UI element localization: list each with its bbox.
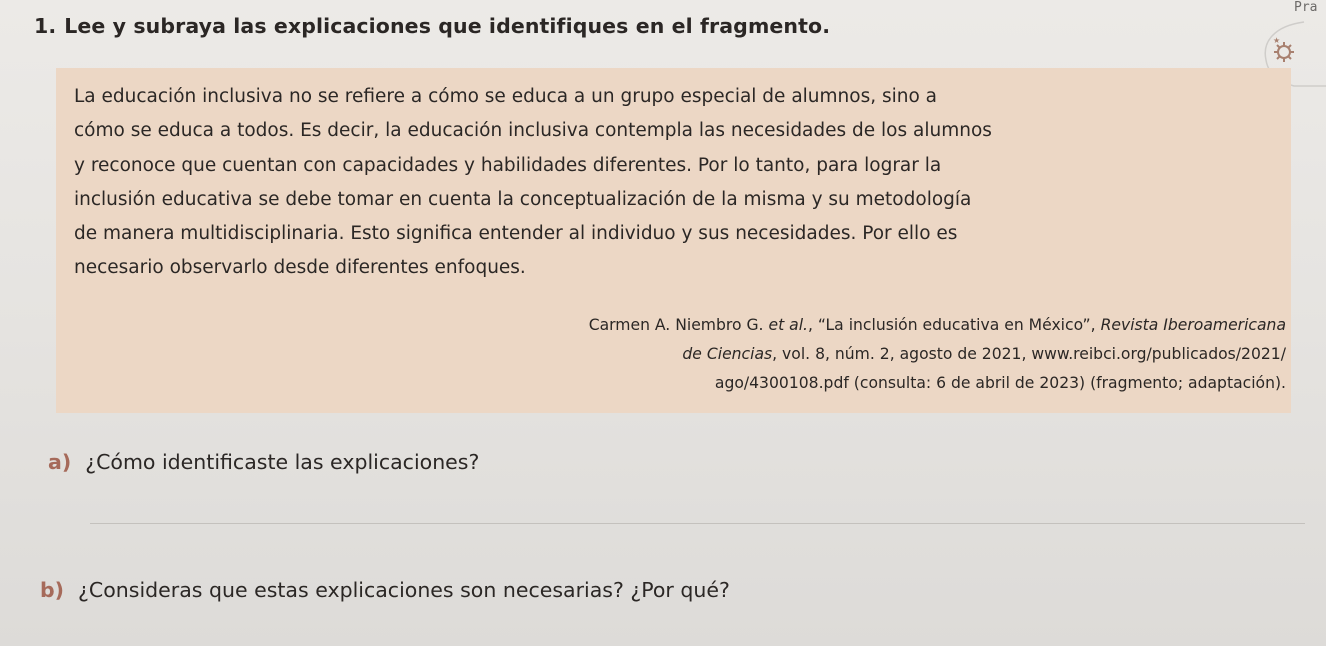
question-b-letter: b)	[40, 578, 65, 602]
citation-volume: , vol. 8, núm. 2, agosto de 2021, www.reibci.org/publicados/2021/	[772, 345, 1286, 363]
citation	[589, 311, 1286, 398]
passage-line: y reconoce que cuentan con capacidades y habilidades diferentes. Por lo tanto, para lograr la	[74, 154, 942, 176]
question-a	[48, 450, 479, 474]
passage-text[interactable]	[74, 80, 1234, 286]
citation-author: Carmen A. Niembro G.	[588, 316, 769, 334]
answer-line-a[interactable]	[90, 523, 1305, 524]
citation-journal-cont: de Ciencias	[682, 345, 773, 363]
instruction-text: Lee y subraya las explicaciones que identifiques en el fragmento.	[64, 14, 831, 38]
passage-line: La educación inclusiva no se refiere a cómo se educa a un grupo especial de alumnos, sino a	[74, 86, 938, 107]
citation-line-2	[589, 340, 1286, 369]
passage-line: inclusión educativa se debe tomar en cuenta la conceptualización de la misma y su metodología	[74, 188, 972, 210]
citation-et-al: et al.	[768, 316, 808, 334]
gear-star-icon	[1273, 36, 1294, 62]
question-b	[40, 578, 730, 602]
citation-article-title: , “La inclusión educativa en México”,	[807, 316, 1101, 334]
passage-line: cómo se educa a todos. Es decir, la educación inclusiva contempla las necesidades de los alumnos	[74, 120, 992, 142]
instruction-number: 1.	[34, 14, 57, 38]
citation-line-1	[589, 311, 1286, 340]
citation-journal: Revista Iberoamericana	[1100, 316, 1286, 334]
corner-text: Pra	[1294, 0, 1318, 15]
question-a-letter: a)	[48, 450, 72, 474]
passage-line: de manera multidisciplinaria. Esto significa entender al individuo y sus necesidades. Por ello es	[74, 223, 958, 245]
question-a-text: ¿Cómo identificaste las explicaciones?	[85, 450, 480, 474]
citation-line-3: ago/4300108.pdf (consulta: 6 de abril de 2023) (fragmento; adaptación).	[714, 374, 1286, 392]
question-b-text: ¿Consideras que estas explicaciones son necesarias? ¿Por qué?	[78, 578, 730, 602]
instruction	[34, 14, 830, 38]
passage-line: necesario observarlo desde diferentes enfoques.	[74, 257, 526, 279]
svg-text:★: ★	[1273, 36, 1281, 45]
